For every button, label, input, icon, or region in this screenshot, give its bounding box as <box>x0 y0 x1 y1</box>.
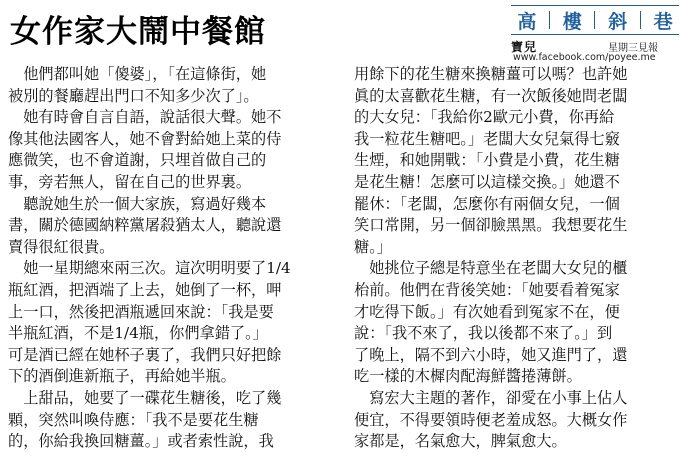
text-line: 瓶紅酒，把酒端了上去，她倒了一杯，呷 <box>8 280 282 299</box>
article-left-column <box>8 64 332 453</box>
text-line: 上甜品，她要了一碟花生糖後，吃了幾 <box>8 388 282 407</box>
text-line: 了晚上，隔不到六小時，她又進門了，還 <box>354 345 628 364</box>
text-line: 說：「我不來了，我以後都不來了。」到 <box>354 324 613 343</box>
text-line: 家都是，名氣愈大，脾氣愈大。 <box>354 432 567 451</box>
text-line: 糖。」 <box>354 237 392 256</box>
article-paragraph <box>354 64 678 258</box>
text-line: 上一口，然後把酒瓶遞回來說：「我是要 <box>8 302 274 321</box>
text-line: 顆，突然叫喚侍應：「我不是要花生糖 <box>8 410 259 429</box>
article-right-column <box>354 64 678 453</box>
article-title: 女作家大鬧中餐館 <box>10 14 266 50</box>
column-name-char: 斜 <box>608 10 628 33</box>
text-line: 事，旁若無人，留在自己的世界裏。 <box>8 172 251 191</box>
text-line: 的大女兒：「我給你2歐元小費，你再給 <box>354 108 615 127</box>
text-line: 是花生糖！怎麼可以這樣交換。」她還不 <box>354 172 620 191</box>
article-paragraph <box>354 388 678 453</box>
text-line: 可是酒已經在她杯子裏了，我們只好把餘 <box>8 345 282 364</box>
text-line: 被別的餐廳趕出門口不知多少次了」。 <box>8 86 259 105</box>
column-name-box <box>511 5 679 35</box>
text-line: 應微笑，也不會道謝，只埋首做自己的 <box>8 151 267 170</box>
text-line: 她有時會自言自語，說話很大聲。她不 <box>8 108 282 127</box>
article-paragraph <box>8 258 332 388</box>
text-line: 聽說她生於一個大家族，寫過好幾本 <box>8 194 267 213</box>
article-paragraph <box>8 64 332 107</box>
text-line: 笑口常開，另一個卻臉黑黑。我想要花生 <box>354 216 628 235</box>
column-divider <box>549 11 550 29</box>
article-paragraph <box>354 258 678 388</box>
text-line: 生煙，和她開戰：「小費是小費，花生糖 <box>354 151 620 170</box>
text-line: 他們都叫她「傻婆」，「在這條街，她 <box>8 65 267 83</box>
column-name-char: 樓 <box>562 10 582 33</box>
column-divider <box>640 11 641 29</box>
text-line: 她挑位子總是特意坐在老闆大女兒的櫃 <box>354 259 628 278</box>
text-line: 半瓶紅酒，不是1/4瓶，你們拿錯了。」 <box>8 324 268 343</box>
text-line: 賣得很紅很貴。 <box>8 237 115 256</box>
author-name: 寶兒 <box>511 40 538 54</box>
text-line: 下的酒倒進新瓶子，再給她半瓶。 <box>8 367 236 386</box>
article-paragraph <box>8 107 332 193</box>
text-line: 吃一樣的木樨肉配海鮮醬捲薄餅。 <box>354 367 582 386</box>
text-line: 枱前。他們在背後笑她：「她要看着冤家 <box>354 280 620 299</box>
text-line: 用餘下的花生糖來換糖薑可以嗎？也許她 <box>354 65 628 83</box>
text-line: 書，關於德國納粹黨屠殺猶太人，聽說還 <box>8 216 282 235</box>
text-line: 的，你給我換回糖薑。」或者索性說，我 <box>8 432 274 451</box>
text-line: 寫宏大主題的著作，卻愛在小事上佔人 <box>354 388 628 407</box>
column-divider <box>594 11 595 29</box>
text-line: 便宜，不得要領時便老羞成怒。大概女作 <box>354 410 628 429</box>
text-line: 我一粒花生糖吧。」老闆大女兒氣得七竅 <box>354 129 620 148</box>
column-name-char: 巷 <box>653 10 673 33</box>
text-line: 像其他法國客人，她不會對給她上菜的侍 <box>8 129 282 148</box>
column-name-char: 高 <box>517 10 537 33</box>
text-line: 她一星期總來兩三次。這次明明要了1/4 <box>8 259 291 278</box>
article-paragraph <box>8 388 332 453</box>
facebook-url: www.facebook.com/poyee.me <box>513 52 656 63</box>
article-paragraph <box>8 194 332 259</box>
text-line: 眞的太喜歡花生糖，有一次飯後她問老闆 <box>354 86 628 105</box>
text-line: 才吃得下飯。」有次她看到冤家不在，便 <box>354 302 620 321</box>
text-line: 罷休：「老闆，怎麼你有兩個女兒，一個 <box>354 194 620 213</box>
publication-day: 星期三見報 <box>608 43 658 54</box>
